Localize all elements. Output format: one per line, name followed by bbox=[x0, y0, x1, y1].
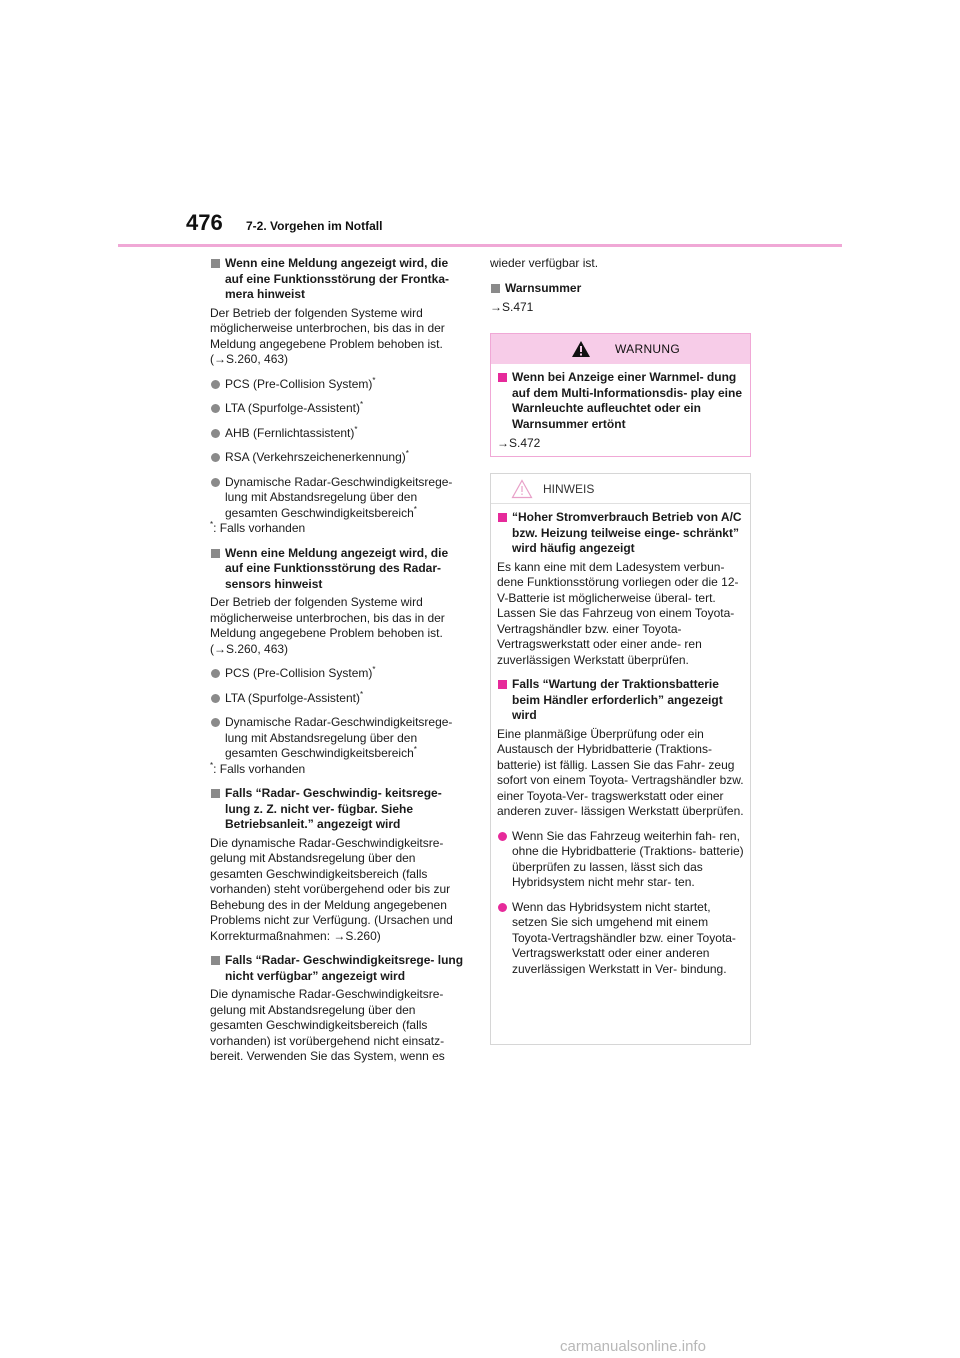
round-bullet-icon bbox=[211, 478, 220, 487]
round-bullet-icon bbox=[211, 669, 220, 678]
square-bullet-icon bbox=[211, 259, 220, 268]
warning-box-body bbox=[491, 364, 750, 452]
list-item-text: RSA (Verkehrszeichenerkennung) bbox=[225, 450, 406, 464]
heading-high-power-consumption bbox=[497, 510, 744, 557]
paragraph: Es kann eine mit dem Ladesystem verbun- dene Funktionsstörung vorliegen oder die 12-V-Batterie ist möglicherweise überal- tert. Lassen Sie das Fahrzeug von einem Toyota-Vertragshändler bzw. einer Toyota-Vertragswerkstatt oder einer ande- ren zuverlässigen Werkstatt überprüfen. bbox=[497, 559, 739, 667]
note-box-title: HINWEIS bbox=[543, 482, 595, 496]
heading-front-camera bbox=[210, 256, 468, 303]
footnote-mark: * bbox=[405, 449, 409, 458]
square-bullet-icon bbox=[491, 284, 500, 293]
square-bullet-icon bbox=[498, 373, 507, 382]
note-box bbox=[490, 473, 751, 1045]
list-item bbox=[210, 401, 468, 417]
square-bullet-icon bbox=[211, 549, 220, 558]
footnote-mark: * bbox=[413, 504, 417, 514]
header-rule bbox=[118, 244, 842, 247]
list-item bbox=[210, 691, 468, 707]
paragraph: Der Betrieb der folgenden Systeme wird möglicherweise unterbrochen, bis das in der Meldung angegebene Problem behoben ist. (→S.260, 463) bbox=[210, 305, 445, 366]
list-item bbox=[210, 666, 468, 682]
list-item-text: LTA (Spurfolge-Assistent) bbox=[225, 690, 360, 705]
heading-radar-sensor bbox=[210, 546, 468, 593]
list-item bbox=[210, 475, 468, 522]
square-bullet-icon bbox=[498, 513, 507, 522]
list-item bbox=[210, 715, 468, 762]
page-reference: →S.472 bbox=[497, 436, 541, 450]
list-item-text: Wenn Sie das Fahrzeug weiterhin fah- ren, ohne die Hybridbatterie (Traktions- batterie) überprüfen zu lassen, lässt sich das Hybridsystem nicht mehr star- ten. bbox=[512, 828, 744, 889]
list-item-text: Wenn das Hybridsystem nicht startet, setzen Sie sich umgehend mit einem Toyota-Vertragshändler bzw. einer Toyota-Vertragswerkstatt oder einer anderen zuverlässigen Werkstatt in Ver- bindung. bbox=[512, 899, 736, 976]
list-item bbox=[497, 900, 744, 978]
footnote-mark: * bbox=[372, 375, 376, 385]
warning-box-header bbox=[491, 334, 750, 364]
square-bullet-icon bbox=[211, 956, 220, 965]
list-item bbox=[210, 450, 468, 466]
footnote-mark: * bbox=[210, 520, 214, 529]
note-box-body bbox=[491, 504, 750, 977]
footnote-text: : Falls vorhanden bbox=[213, 521, 306, 535]
heading-radar-temporarily-unavailable bbox=[210, 786, 468, 833]
heading-warning-buzzer bbox=[490, 281, 752, 297]
paragraph: Die dynamische Radar-Geschwindigkeitsre- gelung mit Abstandsregelung über den gesamten Geschwindigkeitsbereich (falls vorhanden) steht vorübergehend oder bis zur Behebung des in der Meldung angegebenen Problems nicht zur Verfügung. (Ursachen und Korrekturmaßnahmen: →S.260) bbox=[210, 835, 453, 943]
section-title: 7-2. Vorgehen im Notfall bbox=[246, 219, 383, 233]
heading-text: Wenn eine Meldung angezeigt wird, die auf eine Funktionsstörung der Frontka- mera hinweist bbox=[225, 256, 450, 301]
round-bullet-icon bbox=[211, 404, 220, 413]
list-item-text: PCS (Pre-Collision System) bbox=[225, 376, 373, 391]
round-bullet-icon bbox=[211, 718, 220, 727]
footnote-mark: * bbox=[210, 760, 214, 770]
heading-text: Falls “Radar- Geschwindig- keitsrege- lung z. Z. nicht ver- fügbar. Siehe Betriebsanleit.” angezeigt wird bbox=[225, 786, 442, 831]
footnote-mark: * bbox=[359, 400, 364, 409]
heading-text: “Hoher Stromverbrauch Betrieb von A/C bzw. Heizung teilweise einge- schränkt” wird häufig angezeigt bbox=[512, 510, 742, 555]
heading-text: Falls “Wartung der Traktionsbatterie beim Händler erforderlich” angezeigt wird bbox=[512, 677, 723, 722]
paragraph: wieder verfügbar ist. bbox=[490, 256, 599, 270]
heading-text: Warnsummer bbox=[505, 280, 582, 295]
heading-text: Falls “Radar- Geschwindigkeitsrege- lung nicht verfügbar” angezeigt wird bbox=[225, 953, 464, 983]
footnote bbox=[210, 762, 468, 778]
footnote-mark: * bbox=[372, 665, 376, 674]
round-bullet-icon bbox=[211, 453, 220, 462]
warning-triangle-icon bbox=[571, 340, 591, 363]
heading-radar-unavailable bbox=[210, 953, 468, 984]
list-item-text: PCS (Pre-Collision System) bbox=[225, 666, 373, 680]
right-column bbox=[490, 256, 752, 316]
page-number: 476 bbox=[186, 210, 223, 235]
list-item-text: Dynamische Radar-Geschwindigkeitsrege- lung mit Abstandsregelung über den gesamten Geschwindigkeitsbereich bbox=[225, 474, 453, 520]
round-bullet-icon bbox=[211, 380, 220, 389]
paragraph: Der Betrieb der folgenden Systeme wird möglicherweise unterbrochen, bis das in der Meldung angegebene Problem behoben ist. (→S.260, 463) bbox=[210, 595, 445, 656]
footnote-text: : Falls vorhanden bbox=[213, 761, 306, 776]
heading-text: Wenn bei Anzeige einer Warnmel- dung auf dem Multi-Informationsdis- play eine Warnleuchte aufleuchtet oder ein Warnsummer ertönt bbox=[512, 370, 743, 431]
list-item-text: AHB (Fernlichtassistent) bbox=[225, 425, 355, 440]
watermark: carmanualsonline.info bbox=[560, 1338, 706, 1355]
paragraph: Die dynamische Radar-Geschwindigkeitsre- gelung mit Abstandsregelung über den gesamten Geschwindigkeitsbereich (falls vorhanden) ist vorübergehend nicht einsatz- bereit. Verwenden Sie das System, wenn es bbox=[210, 987, 445, 1063]
heading-traction-battery-service bbox=[497, 677, 744, 724]
heading-text: Wenn eine Meldung angezeigt wird, die auf eine Funktionsstörung des Radar- sensors hinweist bbox=[225, 545, 449, 591]
footnote-mark: * bbox=[354, 424, 358, 434]
list-item-text: LTA (Spurfolge-Assistent) bbox=[225, 401, 360, 415]
round-bullet-icon bbox=[211, 429, 220, 438]
note-box-header bbox=[491, 474, 750, 504]
footnote-mark: * bbox=[413, 745, 417, 754]
heading-warning-message bbox=[497, 370, 744, 432]
footnote bbox=[210, 521, 468, 537]
paragraph: Eine planmäßige Überprüfung oder ein Austausch der Hybridbatterie (Traktions- batterie) ist fällig. Lassen Sie das Fahr- zeug sofort von einem Toyota- Vertragshändler bzw. einer Toyota-Ver- tragswerkstatt oder einer anderen zuver- lässigen Werkstatt überprüfen. bbox=[497, 726, 744, 818]
list-item bbox=[497, 829, 744, 891]
caution-triangle-icon bbox=[511, 479, 533, 504]
list-item bbox=[210, 377, 468, 393]
square-bullet-icon bbox=[498, 680, 507, 689]
warning-box bbox=[490, 333, 751, 457]
round-bullet-icon bbox=[498, 832, 507, 841]
square-bullet-icon bbox=[211, 789, 220, 798]
round-bullet-icon bbox=[211, 694, 220, 703]
list-item-text: Dynamische Radar-Geschwindigkeitsrege- lung mit Abstandsregelung über den gesamten Geschwindigkeitsbereich bbox=[225, 715, 453, 760]
list-item bbox=[210, 426, 468, 442]
warning-box-title: WARNUNG bbox=[615, 342, 680, 356]
round-bullet-icon bbox=[498, 903, 507, 912]
footnote-mark: * bbox=[359, 689, 364, 699]
left-column bbox=[210, 256, 468, 1065]
page-reference: →S.471 bbox=[490, 300, 534, 314]
